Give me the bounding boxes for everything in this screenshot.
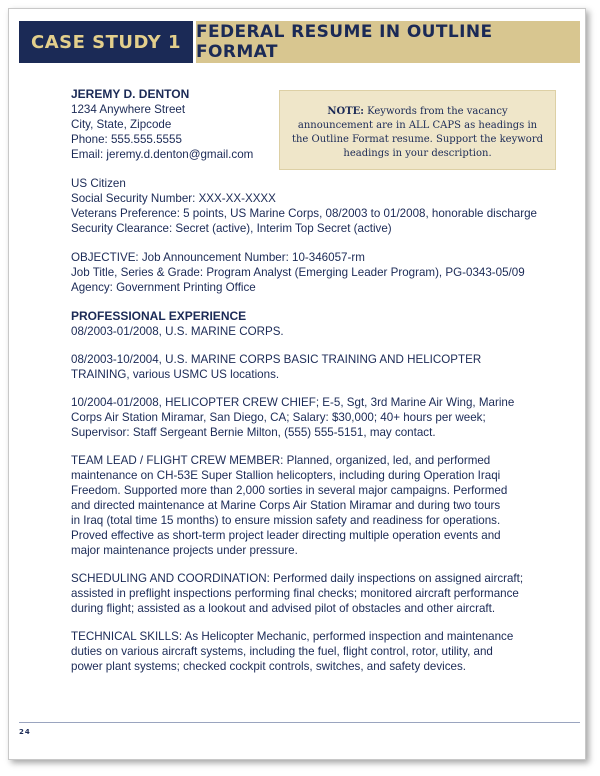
objective-line: Agency: Government Printing Office [71, 281, 256, 294]
experience-line: Corps Air Station Miramar, San Diego, CA; Salary: $30,000; 40+ hours per week; [71, 411, 486, 424]
experience-line: power plant systems; checked cockpit controls, switches, and safety devices. [71, 660, 467, 673]
note-text: Keywords from the vacancy announcement are in ALL CAPS as headings in the Outline Format resume. Support the keyword headings in your description. [291, 106, 544, 159]
status-line: Social Security Number: XXX-XX-XXXX [71, 192, 276, 205]
note-label: NOTE: [327, 106, 364, 117]
experience-line: and directed maintenance at Marine Corps Air Station Miramar and during two tours [71, 499, 501, 512]
experience-line: Supervisor: Staff Sergeant Bernie Milton, (555) 555-5151, may contact. [71, 426, 436, 439]
experience-line: TRAINING, various USMC US locations. [71, 368, 280, 381]
contact-line: Phone: 555.555.5555 [71, 133, 182, 146]
page-title: FEDERAL RESUME IN OUTLINE FORMAT [196, 21, 580, 63]
experience-entry [71, 571, 551, 616]
objective-block [71, 250, 551, 295]
experience-line: Freedom. Supported more than 2,000 sorties in several major campaigns. Performed [71, 484, 508, 497]
resume-name: JEREMY D. DENTON [71, 87, 190, 101]
status-line: Security Clearance: Secret (active), Interim Top Secret (active) [71, 222, 392, 235]
experience-line: 08/2003-10/2004, U.S. MARINE CORPS BASIC TRAINING AND HELICOPTER [71, 353, 482, 366]
experience-line: during flight; assisted as a lookout and advised pilot of obstacles and other aircraft. [71, 602, 496, 615]
case-study-label: CASE STUDY 1 [19, 21, 193, 63]
document-page [8, 8, 586, 760]
experience-line: duties on various aircraft systems, including the fuel, flight control, rotor, utility, and [71, 645, 493, 658]
experience-line: in Iraq (total time 15 months) to ensure mission safety and readiness for operations. [71, 514, 501, 527]
experience-line: assisted in preflight inspections performing final checks; monitored aircraft performance [71, 587, 519, 600]
experience-entry [71, 395, 551, 440]
experience-line: major maintenance projects under pressure. [71, 544, 298, 557]
footer-divider [19, 722, 580, 723]
experience-entry [71, 324, 551, 339]
experience-entry [71, 453, 551, 558]
objective-line: OBJECTIVE: Job Announcement Number: 10-346057-rm [71, 251, 365, 264]
experience-line: Proved effective as short-term project leader directing multiple operation events and [71, 529, 501, 542]
experience-entry [71, 629, 551, 674]
contact-line: City, State, Zipcode [71, 118, 172, 131]
experience-line: TECHNICAL SKILLS: As Helicopter Mechanic, performed inspection and maintenance [71, 630, 514, 643]
contact-line: Email: jeremy.d.denton@gmail.com [71, 148, 254, 161]
experience-heading: PROFESSIONAL EXPERIENCE [71, 309, 247, 323]
resume-content [71, 87, 551, 687]
experience-entry [71, 352, 551, 382]
page-number: 24 [19, 728, 31, 736]
objective-line: Job Title, Series & Grade: Program Analyst (Emerging Leader Program), PG-0343-05/09 [71, 266, 525, 279]
contact-block [71, 102, 551, 162]
experience-list [71, 324, 551, 674]
experience-line: maintenance on CH-53E Super Stallion helicopters, including during Operation Iraqi [71, 469, 501, 482]
status-line: US Citizen [71, 177, 126, 190]
contact-line: 1234 Anywhere Street [71, 103, 186, 116]
experience-line: 10/2004-01/2008, HELICOPTER CREW CHIEF; E-5, Sgt, 3rd Marine Air Wing, Marine [71, 396, 515, 409]
experience-line: TEAM LEAD / FLIGHT CREW MEMBER: Planned, organized, led, and performed [71, 454, 491, 467]
status-line: Veterans Preference: 5 points, US Marine Corps, 08/2003 to 01/2008, honorable discharge [71, 207, 537, 220]
experience-line: SCHEDULING AND COORDINATION: Performed daily inspections on assigned aircraft; [71, 572, 524, 585]
experience-line: 08/2003-01/2008, U.S. MARINE CORPS. [71, 325, 284, 338]
status-block [71, 176, 551, 236]
